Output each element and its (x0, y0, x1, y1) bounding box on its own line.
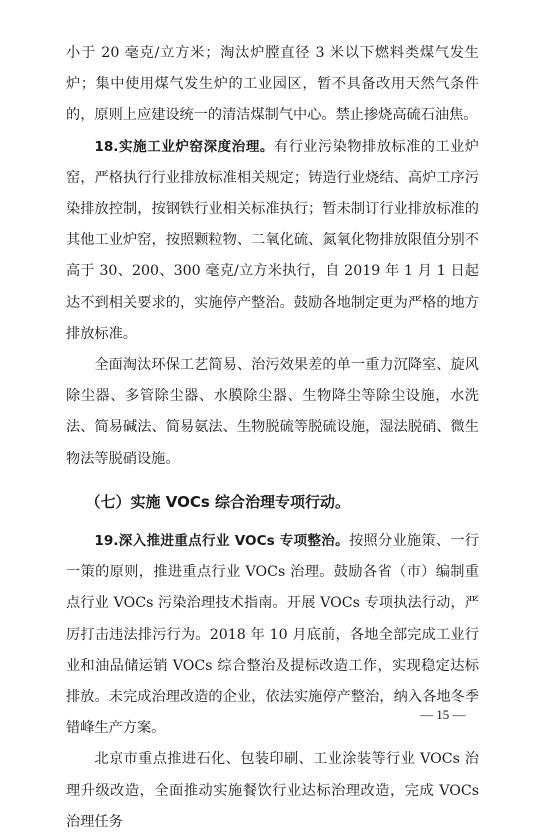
paragraph-3-text: 全面淘汰环保工艺简易、治污效果差的单一重力沉降室、旋风除尘器、多管除尘器、水膜除尘器、生物降尘等除尘设施，水洗法、简易碱法、简易氨法、生物脱硫等脱硫设施，湿法脱硝、微生物法等脱硝设施。 (66, 357, 479, 467)
paragraph-1 (66, 38, 479, 132)
paragraph-2-heading: 18.实施工业炉窑深度治理。 (94, 138, 274, 155)
paragraph-2 (66, 132, 479, 350)
paragraph-4 (66, 526, 479, 744)
page-number: — 15 — (420, 707, 466, 722)
paragraph-2-text: 有行业污染物排放标准的工业炉窑，严格执行行业排放标准相关规定；铸造行业烧结、高炉工序污染排放控制，按钢铁行业相关标准执行；暂未制订行业排放标准的其他工业炉窑，按照颗粒物、二氧化硫、氮氧化物排放限值分别不高于 30、200、300 毫克/立方米执行，自 2019 年 1 月 1 日起达不到相关要求的，实施停产整治。鼓励各地制定更为严格的地方排放标准。 (66, 138, 479, 342)
paragraph-1-text: 小于 20 毫克/立方米；淘汰炉膛直径 3 米以下燃料类煤气发生炉；集中使用煤气发生炉的工业园区，暂不具备改用天然气条件的，原则上应建设统一的清洁煤制气中心。禁止掺烧高硫石油焦。 (66, 45, 479, 124)
paragraph-3 (66, 350, 479, 475)
paragraph-5-text: 北京市重点推进石化、包装印刷、工业涂装等行业 VOCs 治理升级改造，全面推动实施餐饮行业达标治理改造，完成 VOCs 治理任务 (66, 751, 479, 830)
paragraph-5 (66, 744, 479, 838)
document-body (66, 38, 479, 838)
section-heading: （七）实施 VOCs 综合治理专项行动。 (85, 492, 350, 511)
paragraph-4-heading: 19.深入推进重点行业 VOCs 专项整治。 (94, 533, 350, 550)
paragraph-4-text: 按照分业施策、一行一策的原则，推进重点行业 VOCs 治理。鼓励各省（市）编制重点行业 VOCs 污染治理技术指南。开展 VOCs 专项执法行动，严厉打击违法排污行为。2018 年 10 月底前，各地全部完成工业行业和油品储运销 VOCs 综合整治及提标改造工作，实现稳定达标排放。未完成治理改造的企业，依法实施停产整治，纳入各地冬季错峰生产方案。 (66, 533, 479, 737)
